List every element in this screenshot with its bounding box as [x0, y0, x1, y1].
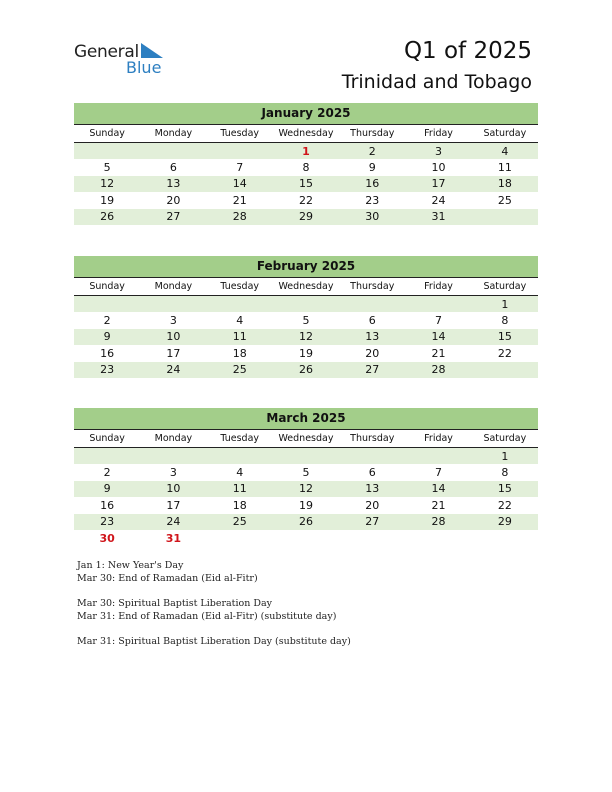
month-title: January 2025: [74, 103, 538, 125]
week-row: [74, 464, 538, 480]
weekday-label: Thursday: [339, 278, 405, 296]
day-cell: 26: [273, 514, 339, 530]
week-row: [74, 345, 538, 361]
weekday-label: Friday: [405, 278, 471, 296]
day-cell: 8: [501, 466, 509, 480]
week-row: [74, 143, 538, 160]
weekday-label: Sunday: [74, 278, 140, 296]
weekday-label: Monday: [140, 278, 206, 296]
day-cell: 19: [298, 498, 313, 512]
day-cell: 15: [273, 176, 339, 192]
day-cell: 17: [166, 498, 181, 512]
empty-day-cell: [472, 362, 538, 378]
week-row: [74, 159, 538, 175]
day-cell: 20: [365, 498, 380, 512]
empty-day-cell: [74, 143, 140, 160]
day-cell: 3: [169, 314, 177, 328]
weekday-label: Tuesday: [207, 125, 273, 143]
week-row: [74, 329, 538, 345]
day-cell: 15: [472, 329, 538, 345]
day-cell: 10: [431, 161, 446, 175]
empty-day-cell: [273, 296, 339, 313]
day-cell: 12: [273, 481, 339, 497]
day-cell: 14: [405, 329, 471, 345]
day-cell: 20: [166, 193, 181, 207]
weekday-label: Monday: [140, 430, 206, 448]
week-row: [74, 448, 538, 465]
weekday-label: Tuesday: [207, 278, 273, 296]
day-cell: 5: [302, 466, 310, 480]
day-cell: 18: [472, 176, 538, 192]
day-cell: 4: [472, 143, 538, 160]
day-cell: 22: [497, 498, 512, 512]
holiday-note-group: [77, 598, 357, 623]
day-cell: 12: [273, 329, 339, 345]
month-calendar: [74, 256, 538, 378]
month-grid: [74, 125, 538, 225]
day-cell: 27: [339, 362, 405, 378]
week-row: [74, 530, 538, 546]
day-cell: 23: [74, 514, 140, 530]
empty-day-cell: [405, 530, 471, 546]
month-calendar: [74, 408, 538, 546]
holiday-note: Jan 1: New Year's Day: [77, 560, 184, 571]
day-cell: 8: [302, 161, 310, 175]
day-cell: 6: [368, 314, 376, 328]
holiday-note-group: [77, 560, 357, 585]
day-cell: 22: [298, 193, 313, 207]
weekday-header-row: [74, 430, 538, 448]
weekday-header-row: [74, 278, 538, 296]
week-row: [74, 176, 538, 192]
day-cell: 10: [140, 329, 206, 345]
empty-day-cell: [74, 296, 140, 313]
day-cell: 1: [273, 143, 339, 160]
week-row: [74, 209, 538, 225]
week-row: [74, 362, 538, 378]
day-cell: 26: [74, 209, 140, 225]
day-cell: 26: [273, 362, 339, 378]
empty-day-cell: [207, 296, 273, 313]
day-cell: 5: [302, 314, 310, 328]
weekday-label: Wednesday: [273, 278, 339, 296]
weekday-label: Sunday: [74, 125, 140, 143]
day-cell: 9: [74, 481, 140, 497]
day-cell: 13: [140, 176, 206, 192]
day-cell: 17: [166, 346, 181, 360]
day-cell: 24: [140, 514, 206, 530]
month-title: March 2025: [74, 408, 538, 430]
day-cell: 18: [232, 498, 247, 512]
day-cell: 16: [100, 498, 115, 512]
empty-day-cell: [140, 448, 206, 465]
month-grid: [74, 278, 538, 378]
empty-day-cell: [207, 530, 273, 546]
week-row: [74, 514, 538, 530]
day-cell: 10: [140, 481, 206, 497]
day-cell: 16: [100, 346, 115, 360]
day-cell: 11: [207, 329, 273, 345]
day-cell: 7: [236, 161, 244, 175]
day-cell: 29: [273, 209, 339, 225]
empty-day-cell: [140, 143, 206, 160]
empty-day-cell: [273, 530, 339, 546]
weekday-label: Thursday: [339, 125, 405, 143]
weekday-label: Wednesday: [273, 125, 339, 143]
page-subtitle: Trinidad and Tobago: [341, 71, 532, 93]
day-cell: 16: [339, 176, 405, 192]
holiday-note: Mar 31: Spiritual Baptist Liberation Day (substitute day): [77, 636, 351, 647]
day-cell: 25: [207, 514, 273, 530]
weekday-label: Wednesday: [273, 430, 339, 448]
day-cell: 24: [140, 362, 206, 378]
day-cell: 17: [405, 176, 471, 192]
day-cell: 7: [435, 466, 443, 480]
day-cell: 28: [207, 209, 273, 225]
day-cell: 3: [169, 466, 177, 480]
empty-day-cell: [339, 448, 405, 465]
weekday-label: Saturday: [472, 125, 538, 143]
day-cell: 14: [405, 481, 471, 497]
empty-day-cell: [472, 530, 538, 546]
day-cell: 2: [103, 466, 111, 480]
logo: [74, 42, 174, 78]
empty-day-cell: [472, 209, 538, 225]
holiday-note: Mar 31: End of Ramadan (Eid al-Fitr) (substitute day): [77, 610, 337, 622]
day-cell: 5: [103, 161, 111, 175]
day-cell: 21: [431, 346, 446, 360]
day-cell: 14: [207, 176, 273, 192]
day-cell: 28: [405, 362, 471, 378]
day-cell: 20: [365, 346, 380, 360]
week-row: [74, 296, 538, 313]
empty-day-cell: [74, 448, 140, 465]
day-cell: 31: [165, 531, 182, 545]
logo-blue-text: Blue: [126, 58, 162, 77]
day-cell: 25: [207, 362, 273, 378]
empty-day-cell: [405, 296, 471, 313]
day-cell: 1: [472, 448, 538, 465]
day-cell: 13: [339, 329, 405, 345]
empty-day-cell: [140, 296, 206, 313]
empty-day-cell: [405, 448, 471, 465]
day-cell: 9: [368, 161, 376, 175]
day-cell: 28: [405, 514, 471, 530]
day-cell: 15: [472, 481, 538, 497]
day-cell: 24: [431, 193, 446, 207]
weekday-label: Saturday: [472, 430, 538, 448]
weekday-label: Tuesday: [207, 430, 273, 448]
weekday-label: Saturday: [472, 278, 538, 296]
holiday-note: Mar 30: Spiritual Baptist Liberation Day: [77, 598, 273, 609]
weekday-label: Thursday: [339, 430, 405, 448]
month-title: February 2025: [74, 256, 538, 278]
week-row: [74, 481, 538, 497]
day-cell: 19: [298, 346, 313, 360]
week-row: [74, 192, 538, 208]
holiday-note: Mar 30: End of Ramadan (Eid al-Fitr): [77, 572, 258, 584]
page-title: Q1 of 2025: [403, 38, 532, 64]
empty-day-cell: [339, 296, 405, 313]
day-cell: 3: [405, 143, 471, 160]
day-cell: 30: [99, 531, 115, 545]
weekday-header-row: [74, 125, 538, 143]
day-cell: 21: [232, 193, 247, 207]
empty-day-cell: [273, 448, 339, 465]
day-cell: 30: [339, 209, 405, 225]
day-cell: 6: [169, 161, 177, 175]
day-cell: 18: [232, 346, 247, 360]
empty-day-cell: [339, 530, 405, 546]
empty-day-cell: [207, 448, 273, 465]
weekday-label: Monday: [140, 125, 206, 143]
day-cell: 25: [497, 193, 512, 207]
day-cell: 27: [339, 514, 405, 530]
month-calendar: [74, 103, 538, 225]
day-cell: 9: [74, 329, 140, 345]
day-cell: 7: [435, 314, 443, 328]
day-cell: 8: [501, 314, 509, 328]
day-cell: 11: [497, 161, 512, 175]
day-cell: 31: [405, 209, 471, 225]
logo-flag-icon: [141, 43, 163, 58]
day-cell: 13: [339, 481, 405, 497]
weekday-label: Sunday: [74, 430, 140, 448]
weekday-label: Friday: [405, 430, 471, 448]
day-cell: 11: [207, 481, 273, 497]
day-cell: 2: [103, 314, 111, 328]
week-row: [74, 312, 538, 328]
logo-general-text: General: [74, 42, 139, 62]
day-cell: 4: [236, 314, 244, 328]
day-cell: 2: [339, 143, 405, 160]
month-grid: [74, 430, 538, 546]
day-cell: 21: [431, 498, 446, 512]
day-cell: 1: [472, 296, 538, 313]
holiday-note-group: [77, 636, 357, 649]
day-cell: 23: [365, 193, 380, 207]
day-cell: 22: [497, 346, 512, 360]
week-row: [74, 497, 538, 513]
day-cell: 23: [74, 362, 140, 378]
day-cell: 27: [140, 209, 206, 225]
day-cell: 4: [236, 466, 244, 480]
day-cell: 12: [74, 176, 140, 192]
empty-day-cell: [207, 143, 273, 160]
day-cell: 29: [472, 514, 538, 530]
weekday-label: Friday: [405, 125, 471, 143]
day-cell: 6: [368, 466, 376, 480]
holiday-notes: [77, 560, 357, 662]
day-cell: 19: [100, 193, 115, 207]
